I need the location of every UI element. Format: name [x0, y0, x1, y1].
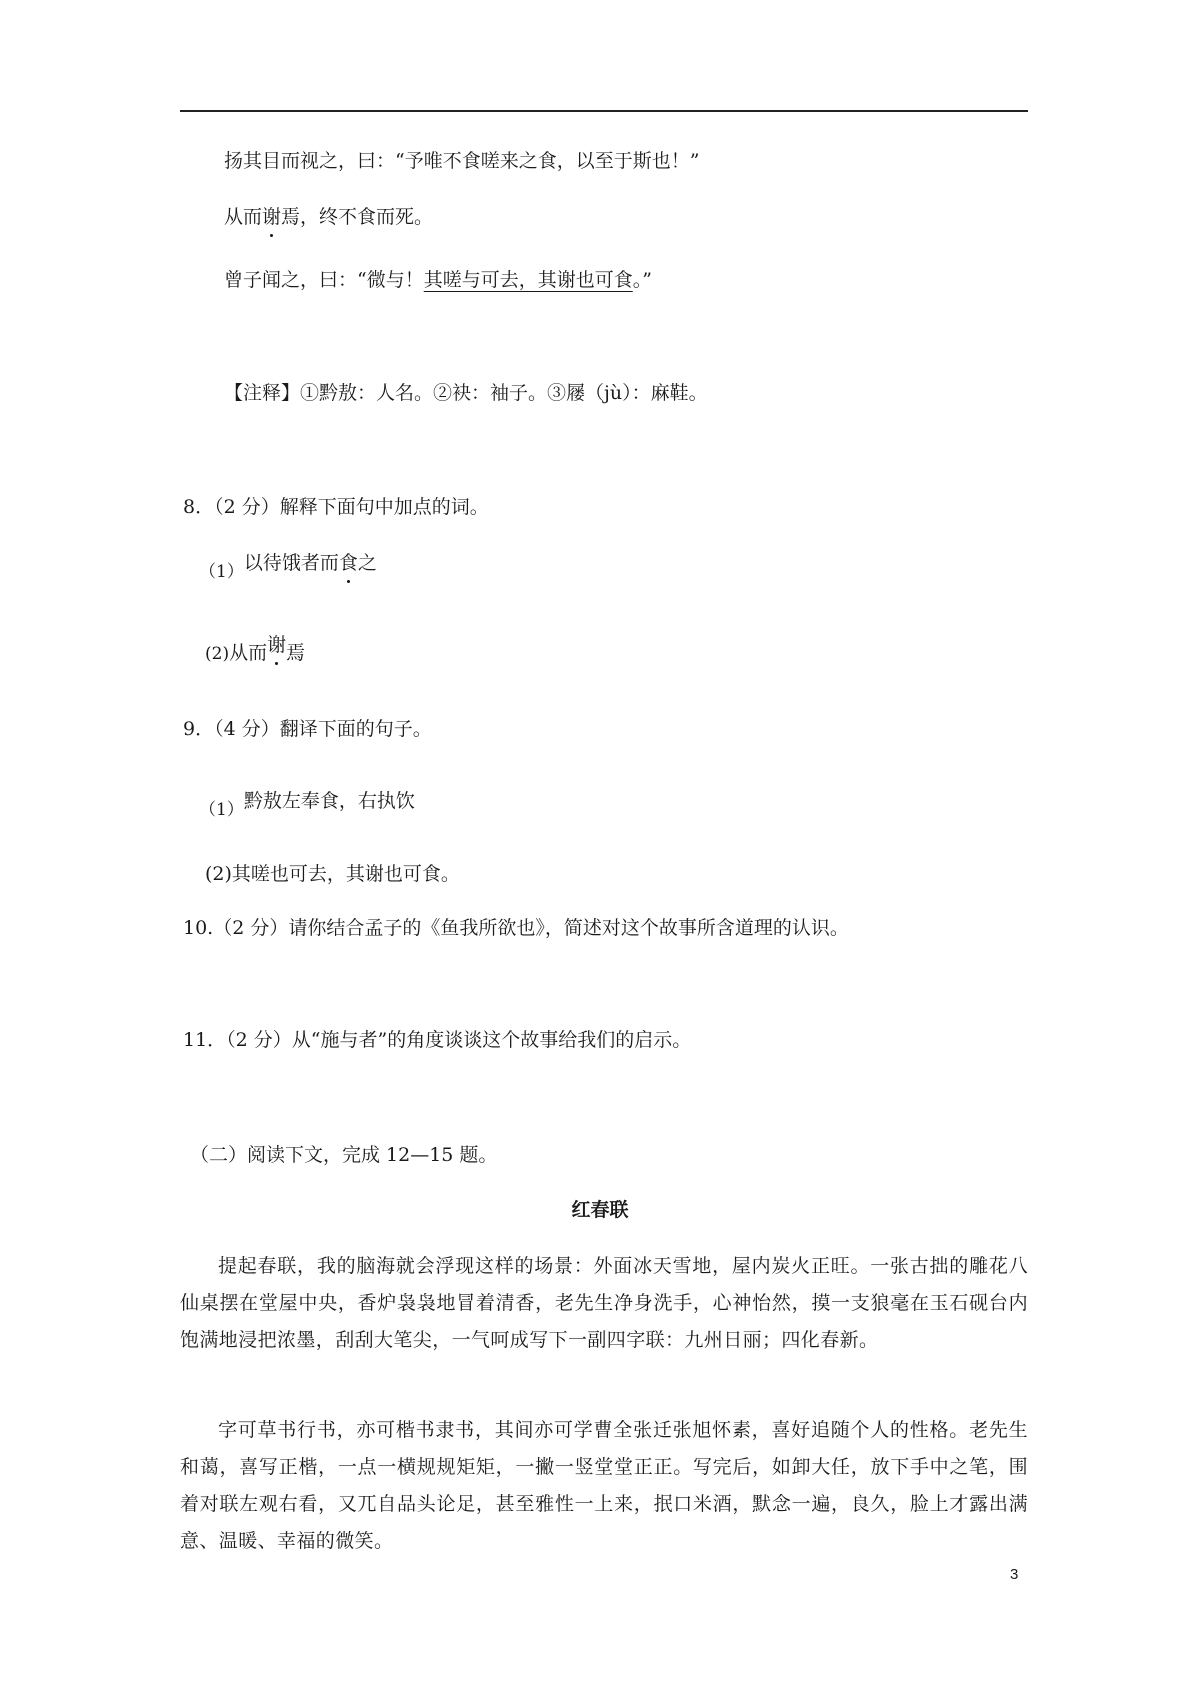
- page-number: 3: [1010, 1566, 1019, 1583]
- article-paragraph-2: 字可草书行书，亦可楷书隶书，其间亦可学曹全张迁张旭怀素，喜好追随个人的性格。老先生和蔼，喜写正楷，一点一横规规矩矩，一撇一竖堂堂正正。写完后，如卸大任，放下手中之笔，围着对联左观右看，又兀自品头论足，甚至雅性一上来，抿口米酒，默念一遍，良久，脸上才露出满意、温暖、幸福的微笑。: [180, 1419, 1028, 1552]
- question-8-item-1-text: 以待饿者而食之: [243, 552, 377, 574]
- question-11: 11．（2 分）从“施与者”的角度谈谈这个故事给我们的启示。: [183, 1029, 692, 1051]
- article-title: 红春联: [571, 1199, 629, 1221]
- article-paragraph-1: 提起春联，我的脑海就会浮现这样的场景：外面冰天雪地，屋内炭火正旺。一张古拙的雕花八仙桌摆在堂屋中央，香炉袅袅地冒着清香，老先生净身洗手，心神怡然，摸一支狼毫在玉石砚台内饱满地浸把浓墨，刮刮大笔尖，一气呵成写下一副四字联：九州日丽；四化春新。: [180, 1255, 1028, 1351]
- item-number: （1）: [199, 562, 244, 582]
- passage-line-3-pre: 曾子闻之，曰：“微与！: [224, 269, 424, 291]
- passage-line-3-post: 。”: [632, 269, 652, 291]
- question-10: 10.（2 分）请你结合孟子的《鱼我所欲也》，简述对这个故事所含道理的认识。: [183, 917, 849, 939]
- header-rule: [180, 110, 1028, 112]
- passage-line-2-pre: 从而: [224, 206, 263, 228]
- question-9-item-1: （1）黔敖左奉食，右执饮: [199, 790, 415, 820]
- passage-line-2: [224, 204, 433, 230]
- item-number: （1）: [199, 800, 244, 820]
- question-8-item-2: (2)从而谢焉: [205, 634, 306, 664]
- passage-line-2-post: 焉，终不食而死。: [281, 206, 434, 228]
- section-2-heading: （二）阅读下文，完成 12—15 题。: [190, 1144, 498, 1166]
- dotted-word-shi: 食: [338, 552, 358, 574]
- question-8-stem: 8．（2 分）解释下面句中加点的词。: [183, 496, 489, 518]
- item-number: (2): [205, 644, 230, 664]
- passage-line-1: 扬其目而视之，曰：“予唯不食嗟来之食，以至于斯也！”: [224, 150, 700, 172]
- dotted-word-xie: 谢: [267, 634, 287, 656]
- annotation-notes: 【注释】①黔敖：人名。②袂：袖子。③屦（jù）：麻鞋。: [224, 382, 708, 404]
- question-9-item-2: (2)其嗟也可去，其谢也可食。: [205, 863, 460, 885]
- dotted-word-xie: 谢: [262, 206, 282, 228]
- question-9-stem: 9．（4 分）翻译下面的句子。: [183, 718, 432, 740]
- question-8-item-1: [199, 552, 377, 585]
- underlined-sentence: 其嗟与可去，其谢也可食: [423, 269, 633, 291]
- passage-line-3: [224, 267, 652, 293]
